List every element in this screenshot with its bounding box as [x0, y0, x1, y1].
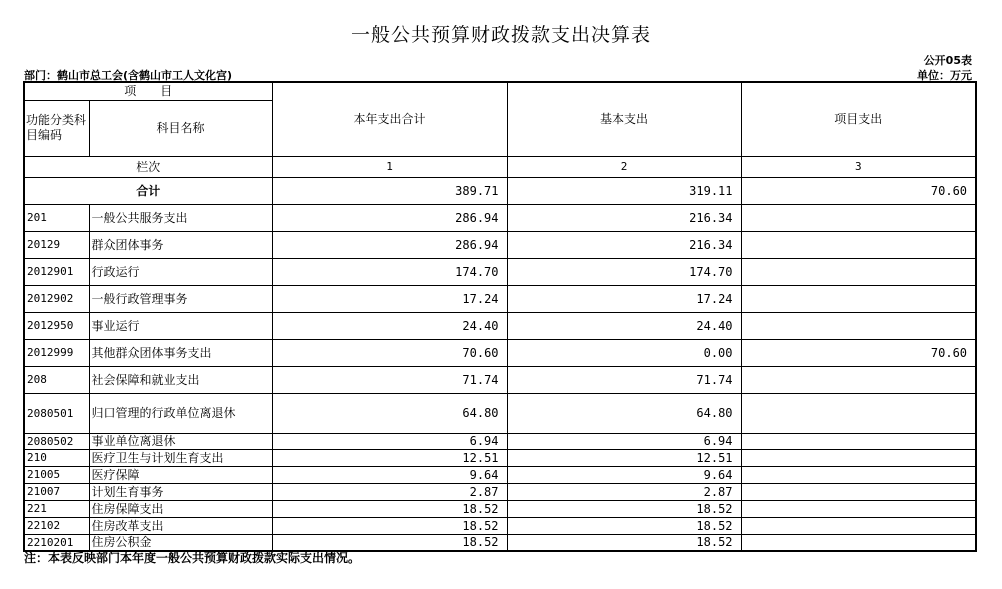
header-row-1: [24, 82, 976, 100]
row-code: 2080502: [24, 433, 89, 449]
header-col-project: 项目支出: [741, 82, 976, 156]
table-row: [24, 312, 976, 339]
total-total: 389.71: [272, 177, 507, 204]
row-name: 社会保障和就业支出: [89, 366, 272, 393]
row-basic: 17.24: [507, 285, 741, 312]
table-row: [24, 393, 976, 433]
row-total: 18.52: [272, 517, 507, 534]
row-basic: 216.34: [507, 204, 741, 231]
row-name: 一般行政管理事务: [89, 285, 272, 312]
row-project: [741, 258, 976, 285]
row-total: 18.52: [272, 500, 507, 517]
row-name: 归口管理的行政单位离退休: [89, 393, 272, 433]
table-row: [24, 500, 976, 517]
row-total: 24.40: [272, 312, 507, 339]
row-basic: 174.70: [507, 258, 741, 285]
row-code: 210: [24, 449, 89, 466]
row-basic: 216.34: [507, 231, 741, 258]
header-col2-no: 2: [507, 156, 741, 177]
row-basic: 9.64: [507, 466, 741, 483]
expenditure-table: [23, 81, 977, 552]
total-row: [24, 177, 976, 204]
unit-label: 单位：万元: [917, 69, 972, 82]
row-code: 2012902: [24, 285, 89, 312]
row-basic: 12.51: [507, 449, 741, 466]
row-total: 2.87: [272, 483, 507, 500]
row-total: 70.60: [272, 339, 507, 366]
row-project: [741, 366, 976, 393]
row-code: 2080501: [24, 393, 89, 433]
row-basic: 18.52: [507, 500, 741, 517]
row-total: 64.80: [272, 393, 507, 433]
header-col3-no: 3: [741, 156, 976, 177]
row-code: 2210201: [24, 534, 89, 551]
footnote: 注：本表反映部门本年度一般公共预算财政拨款实际支出情况。: [24, 551, 361, 565]
row-name: 其他群众团体事务支出: [89, 339, 272, 366]
row-total: 71.74: [272, 366, 507, 393]
header-col-basic: 基本支出: [507, 82, 741, 156]
row-name: 群众团体事务: [89, 231, 272, 258]
row-project: [741, 517, 976, 534]
total-basic: 319.11: [507, 177, 741, 204]
header-row-colno: [24, 156, 976, 177]
row-name: 事业单位离退休: [89, 433, 272, 449]
header-row-col-label: 栏次: [24, 156, 272, 177]
row-basic: 18.52: [507, 517, 741, 534]
row-project: [741, 393, 976, 433]
row-code: 201: [24, 204, 89, 231]
table-row: [24, 339, 976, 366]
row-total: 174.70: [272, 258, 507, 285]
row-project: [741, 433, 976, 449]
row-code: 22102: [24, 517, 89, 534]
row-name: 住房保障支出: [89, 500, 272, 517]
table-row: [24, 231, 976, 258]
header-subject-name: 科目名称: [89, 100, 272, 156]
row-project: [741, 466, 976, 483]
row-name: 住房公积金: [89, 534, 272, 551]
row-project: [741, 204, 976, 231]
row-basic: 6.94: [507, 433, 741, 449]
row-code: 2012999: [24, 339, 89, 366]
table-row: [24, 285, 976, 312]
row-name: 住房改革支出: [89, 517, 272, 534]
table-row: [24, 204, 976, 231]
row-name: 计划生育事务: [89, 483, 272, 500]
row-name: 行政运行: [89, 258, 272, 285]
row-project: [741, 285, 976, 312]
row-total: 17.24: [272, 285, 507, 312]
row-basic: 71.74: [507, 366, 741, 393]
row-project: [741, 449, 976, 466]
row-name: 一般公共服务支出: [89, 204, 272, 231]
table-row: [24, 449, 976, 466]
row-name: 医疗保障: [89, 466, 272, 483]
row-code: 2012950: [24, 312, 89, 339]
row-code: 20129: [24, 231, 89, 258]
table-row: [24, 483, 976, 500]
row-total: 12.51: [272, 449, 507, 466]
table-row: [24, 258, 976, 285]
row-project: [741, 534, 976, 551]
form-number: 公开05表: [923, 54, 972, 67]
row-name: 医疗卫生与计划生育支出: [89, 449, 272, 466]
row-basic: 2.87: [507, 483, 741, 500]
row-project: [741, 231, 976, 258]
row-code: 21005: [24, 466, 89, 483]
row-total: 9.64: [272, 466, 507, 483]
row-basic: 18.52: [507, 534, 741, 551]
row-code: 21007: [24, 483, 89, 500]
table-row: [24, 517, 976, 534]
row-basic: 64.80: [507, 393, 741, 433]
row-total: 18.52: [272, 534, 507, 551]
row-project: [741, 500, 976, 517]
row-project: [741, 483, 976, 500]
total-label: 合计: [24, 177, 272, 204]
page-title: 一般公共预算财政拨款支出决算表: [350, 24, 651, 46]
table-row: [24, 433, 976, 449]
row-total: 286.94: [272, 231, 507, 258]
row-project: 70.60: [741, 339, 976, 366]
row-code: 2012901: [24, 258, 89, 285]
row-project: [741, 312, 976, 339]
header-col-total: 本年支出合计: [272, 82, 507, 156]
row-code: 221: [24, 500, 89, 517]
row-basic: 24.40: [507, 312, 741, 339]
total-project: 70.60: [741, 177, 976, 204]
row-basic: 0.00: [507, 339, 741, 366]
row-total: 6.94: [272, 433, 507, 449]
row-name: 事业运行: [89, 312, 272, 339]
header-func-code: 功能分类科目编码: [24, 100, 89, 156]
department-label: 部门：鹤山市总工会(含鹤山市工人文化宫): [24, 69, 233, 82]
header-col1-no: 1: [272, 156, 507, 177]
row-total: 286.94: [272, 204, 507, 231]
header-item: 项 目: [24, 82, 272, 100]
row-code: 208: [24, 366, 89, 393]
table-row: [24, 366, 976, 393]
table-row: [24, 466, 976, 483]
